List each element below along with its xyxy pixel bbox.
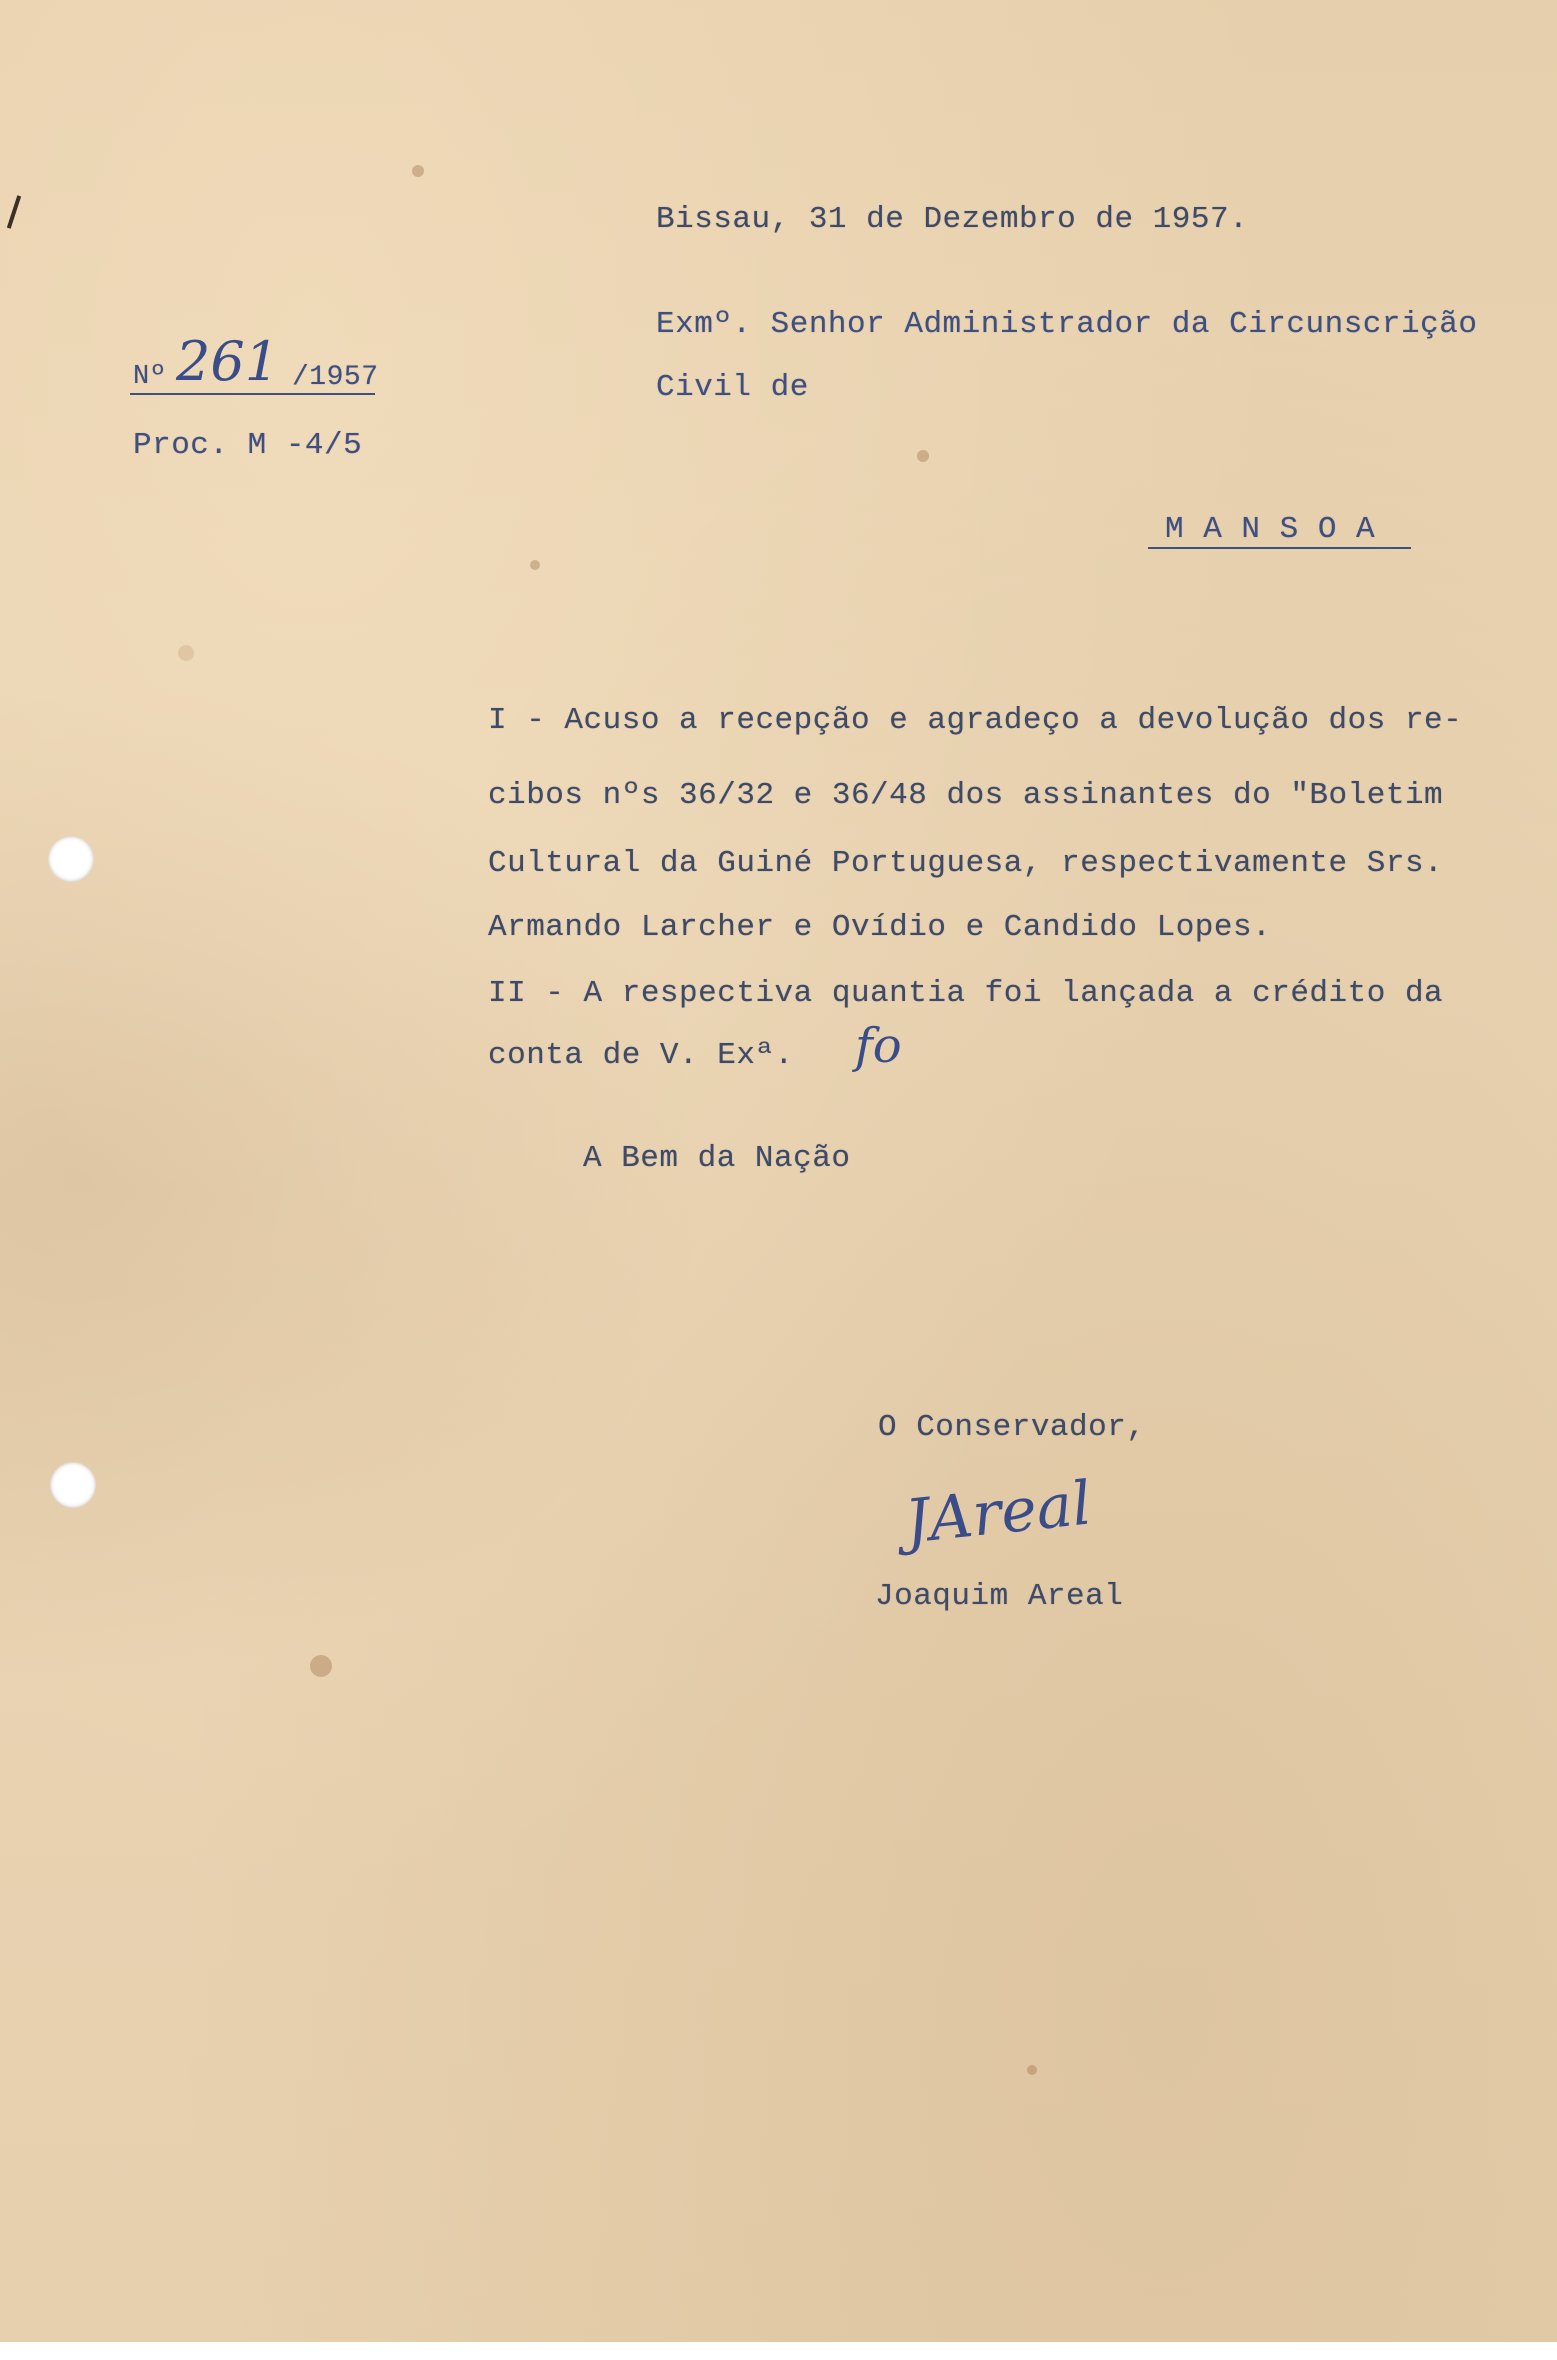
destination-mansoa: M A N S O A xyxy=(1165,512,1376,547)
reference-underline xyxy=(130,393,375,395)
process-reference: Proc. M -4/5 xyxy=(133,428,363,463)
margin-initials-handwritten: fo xyxy=(855,1018,902,1074)
reference-number-handwritten: 261 xyxy=(176,330,280,393)
body-line-4: Armando Larcher e Ovídio e Candido Lopes. xyxy=(488,910,1272,945)
reference-prefix: Nº xyxy=(133,362,167,392)
stain-spot xyxy=(178,645,194,661)
addressee-line-2: Civil de xyxy=(656,370,809,405)
destination-underline xyxy=(1148,547,1411,549)
stain-spot xyxy=(917,450,929,462)
addressee-line-1: Exmº. Senhor Administrador da Circunscrição xyxy=(656,307,1478,342)
margin-pen-mark xyxy=(7,195,21,229)
date-line: Bissau, 31 de Dezembro de 1957. xyxy=(656,202,1249,237)
handwritten-signature: JAreal xyxy=(901,1468,1095,1558)
reference-year: /1957 xyxy=(292,362,379,393)
body-line-5: II - A respectiva quantia foi lançada a crédito da xyxy=(488,976,1444,1011)
body-line-6: conta de V. Exª. xyxy=(488,1038,794,1073)
stain-spot xyxy=(530,560,540,570)
body-line-1: I - Acuso a recepção e agradeço a devolução dos re- xyxy=(488,703,1463,738)
stain-spot xyxy=(310,1655,332,1677)
body-line-2: cibos nºs 36/32 e 36/48 dos assinantes do "Boletim xyxy=(488,778,1444,813)
punch-hole-top xyxy=(48,836,94,882)
body-line-3: Cultural da Guiné Portuguesa, respectivamente Srs. xyxy=(488,846,1444,881)
closing-salutation: A Bem da Nação xyxy=(583,1141,851,1176)
punch-hole-bottom xyxy=(50,1462,96,1508)
signatory-name: Joaquim Areal xyxy=(875,1579,1124,1614)
stain-spot xyxy=(1027,2065,1037,2075)
signatory-title: O Conservador, xyxy=(878,1410,1146,1445)
scan-bottom-edge xyxy=(0,2342,1557,2360)
stain-spot xyxy=(412,165,424,177)
